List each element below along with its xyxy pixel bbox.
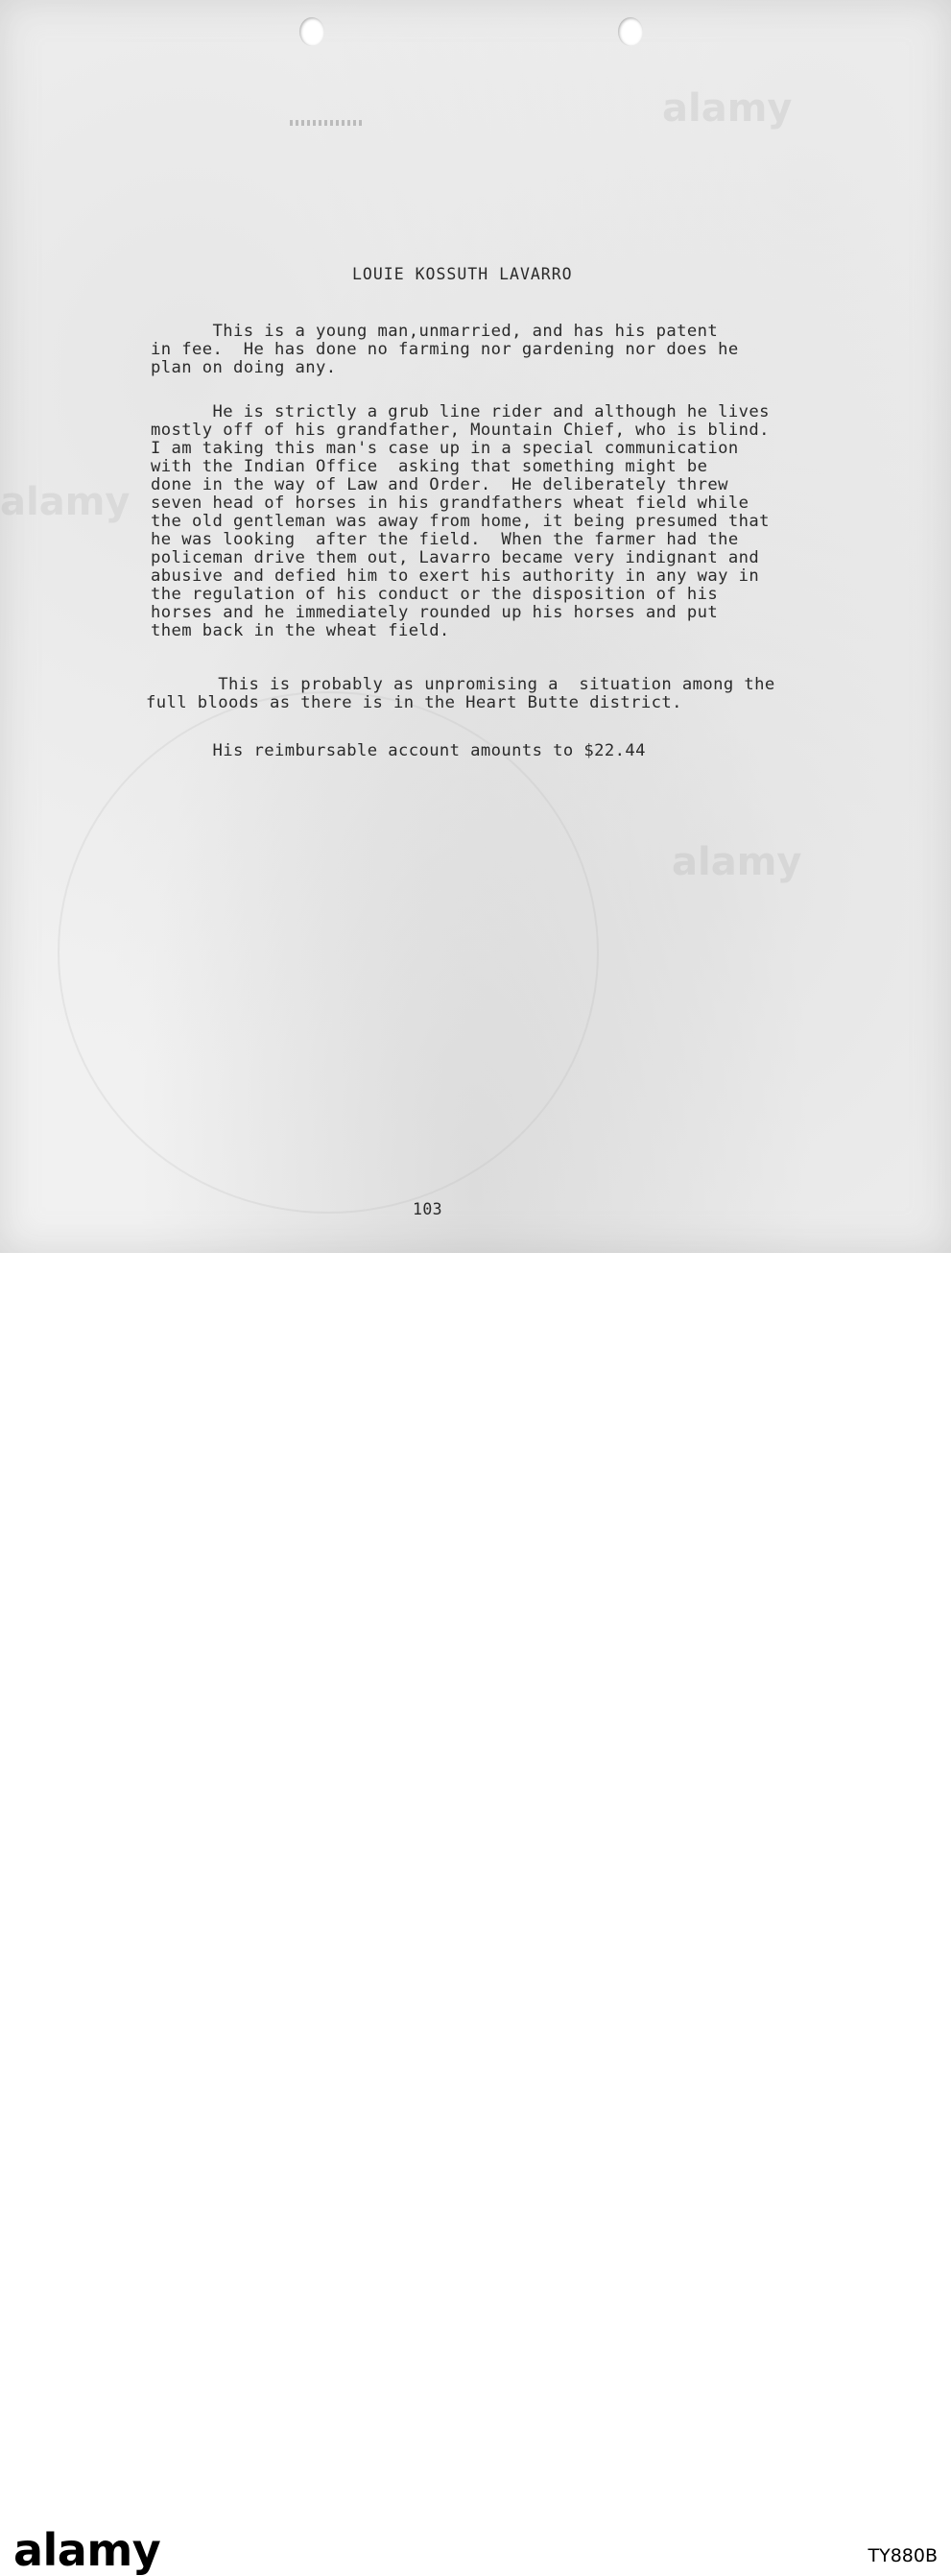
punch-hole-right	[618, 17, 643, 46]
paragraph-3: This is probably as unpromising a situation among the full bloods as there is in the Heart Butte district.	[146, 675, 775, 712]
paragraph-2: He is strictly a grub line rider and although he lives mostly off of his grandfather, Mountain Chief, who is blind. I am taking this man's case up in a special communication with the Indian Office asking that something might be done in the way of Law and Order. He deliberately threw seven head of horses in his grandfathers wheat field while the old gentleman was away from home, it being presumed that he was looking after the field. When the farmer had the policeman drive them out, Lavarro became very indignant and abusive and defied him to exert his authority in any way in the regulation of his conduct or the disposition of his horses and he immediately rounded up his horses and put them back in the wheat field.	[151, 402, 770, 640]
faint-seal-impression	[58, 691, 599, 1214]
punch-hole-left	[299, 17, 324, 46]
document-title: LOUIE KOSSUTH LAVARRO	[352, 265, 573, 283]
watermark: alamy	[662, 86, 793, 131]
paragraph-4: His reimbursable account amounts to $22.44	[151, 741, 646, 760]
paper-sheet	[0, 0, 951, 1253]
brand-logo: alamy	[13, 2524, 161, 2576]
watermark: alamy	[672, 840, 802, 884]
paragraph-1: This is a young man,unmarried, and has his patent in fee. He has done no farming nor gardening nor does he plan on doing any.	[151, 322, 739, 377]
page-number: 103	[413, 1200, 443, 1218]
image-id: TY880B	[868, 2545, 938, 2566]
ink-smudge	[290, 120, 365, 126]
watermark: alamy	[0, 480, 131, 524]
stock-footer	[0, 1253, 951, 2576]
